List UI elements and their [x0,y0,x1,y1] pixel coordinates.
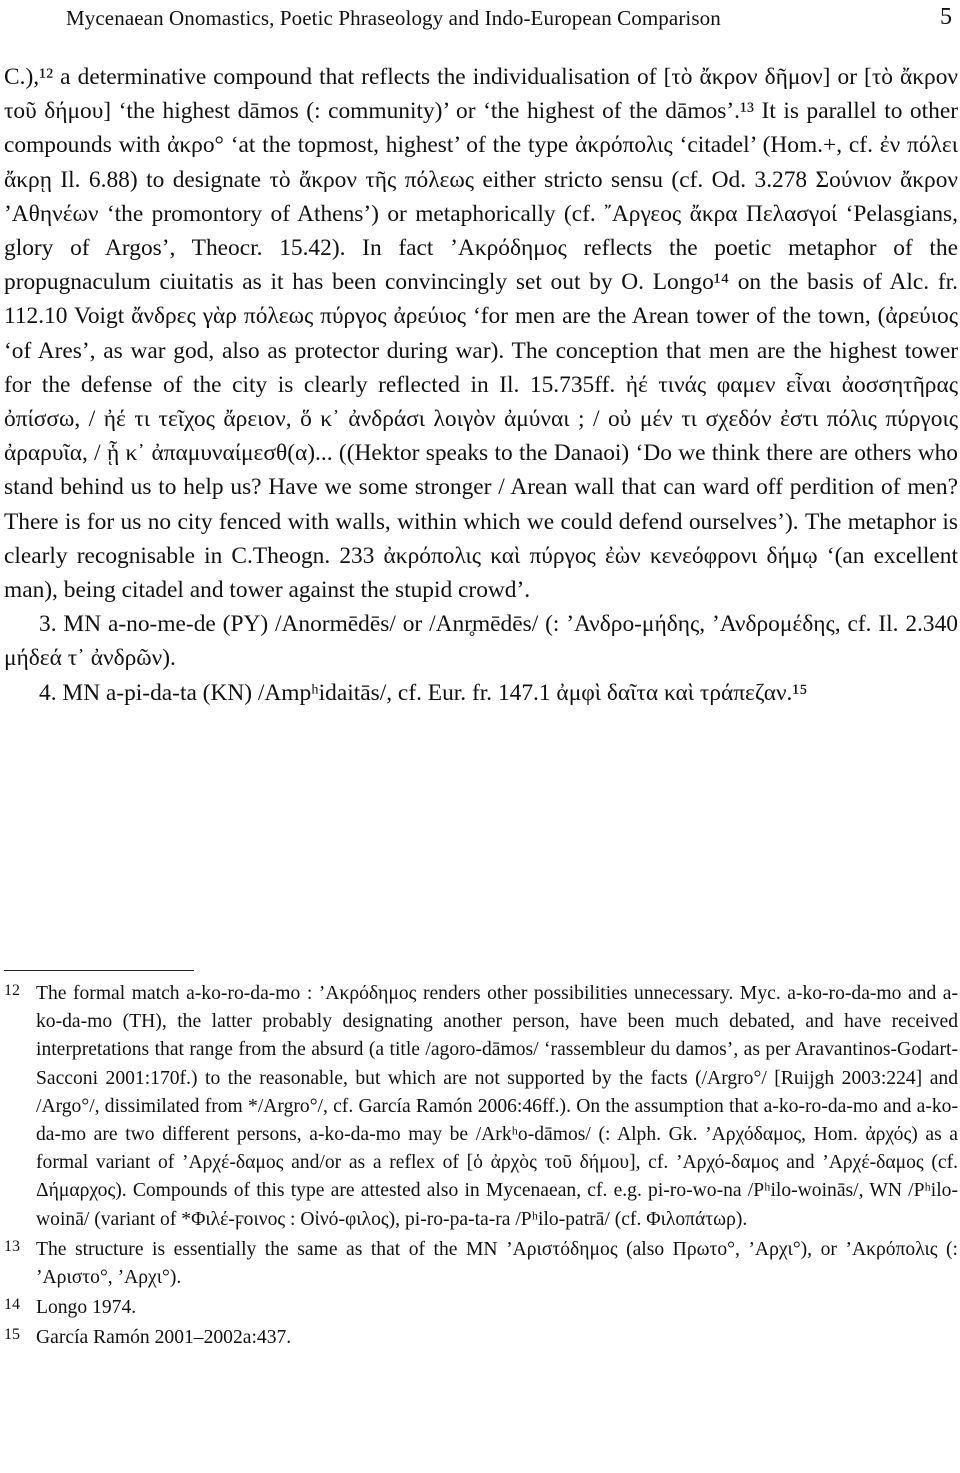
footnote-text: García Ramón 2001–2002a:437. [36,1327,292,1349]
page-number: 5 [940,4,952,30]
footnote-14 [4,1294,958,1322]
footnote-text: The structure is essentially the same as that of the MN ’Αριστόδημος (also Πρωτο°, ’Αρχι°), or ’Ακρόπολις (: ’Αριστο°, ’Αρχι°). [36,1238,958,1289]
footnote-number: 14 [4,1296,20,1314]
body-paragraph-3: 4. MN a-pi-da-ta (KN) /Ampʰidaitās/, cf. Eur. fr. 147.1 ἀμφὶ δαῖτα καὶ τράπεζαν.¹⁵ [39,679,808,706]
footnote-12 [4,980,958,1234]
running-header [66,4,952,36]
footnotes [4,980,958,1355]
running-title: Mycenaean Onomastics, Poetic Phraseology and Indo-European Comparison [66,6,721,30]
footnote-13 [4,1236,958,1292]
body-paragraph-2: 3. MN a-no-me-de (PY) /Anormēdēs/ or /Anr̥mēdēs/ (: ’Ανδρο-μήδης, ’Ανδρομέδης, cf. Il. 2.340 μήδεά τ᾽ ἀνδρῶν). [4,611,958,672]
main-text [4,60,958,710]
footnote-text: The formal match a-ko-ro-da-mo : ’Ακρόδημος renders other possibilities unnecessary. Myc. a-ko-ro-da-mo and a-ko-da-mo (TH), the latter probably designating another person, have been much debated, and have received interpretations that range from the absurd (a title /agoro-dāmos/ ‘rassembleur du damos’, as per Aravantinos-Godart-Sacconi 2001:170f.) to the reasonable, but which are not supported by the facts (/Argro°/ [Ruijgh 2003:224] and /Argo°/, dissimilated from */Argro°/, cf. García Ramón 2006:46ff.). On the assumption that a-ko-ro-da-mo and a-ko-da-mo are two different persons, a-ko-da-mo may be /Arkʰo-dāmos/ (: Alph. Gk. ’Αρχόδαμος, Hom. ἀρχός) as a formal variant of ’Αρχέ-δαμος and/or as a reflex of [ὁ ἀρχὸς τοῦ δήμου], cf. ’Αρχό-δαμος and ’Αρχέ-δαμος (cf. Δήμαρχος). Compounds of this type are attested also in Mycenaean, cf. e.g. pi-ro-wo-na /Pʰilo-woinās/, WN /Pʰilo-woinā/ (variant of *Φιλέ-ϝοινος : Οἰνό-φιλος), pi-ro-pa-ta-ra /Pʰilo-patrā/ (cf. Φιλοπάτωρ). [36,983,958,1230]
footnote-divider [4,970,194,971]
footnote-number: 13 [4,1237,20,1255]
footnote-number: 12 [4,982,20,999]
footnote-number: 15 [4,1326,20,1344]
body-paragraph-1: C.),¹² a determinative compound that reflects the individualisation of [τὸ ἄκρον δῆμον] or [τὸ ἄκρον τοῦ δήμου] ‘the highest dāmos (: community)’ or ‘the highest of the dāmos’.¹³ It is parallel to other compounds with ἀκρο° ‘at the topmost, highest’ of the type ἀκρόπολις ‘citadel’ (Hom.+, cf. ἐν πόλει ἄκρῃ Il. 6.88) to designate τὸ ἄκρον τῆς πόλεως either stricto sensu (cf. Od. 3.278 Σούνιον ἄκρον ’Αθηνέων ‘the promontory of Athens’) or metaphorically (cf. ῎Αργεος ἄκρα Πελασγοί ‘Pelasgians, glory of Argos’, Theocr. 15.42). In fact ’Ακρόδημος reflects the poetic metaphor of the propugnaculum ciuitatis as it has been convincingly set out by O. Longo¹⁴ on the basis of Alc. fr. 112.10 Voigt ἄνδρες γὰρ πόλεως πύργος ἀρεύιος ‘for men are the Arean tower of the town, (ἀρεύιος ‘of Ares’, as war god, also as protector during war). The conception that men are the highest tower for the defense of the city is clearly reflected in Il. 15.735ff. ἠέ τινάς φαμεν εἶναι ἀοσσητῆρας ὀπίσσω, / ἠέ τι τεῖχος ἄρειον, ὅ κ᾽ ἀνδράσι λοιγὸν ἀμύναι ; / οὐ μέν τι σχεδόν ἐστι πόλις πύργοις ἀραρυῖα, / ᾗ κ᾽ ἀπαμυναίμεσθ(α)... ((Hektor speaks to the Danaoi) ‘Do we think there are others who stand behind us to help us? Have we some stronger / Arean wall that can ward off perdition of men? There is for us no city fenced with walls, within which we could defend ourselves’). The metaphor is clearly recognisable in C.Theogn. 233 ἀκρόπολις καὶ πύργος ἐὼν κενεόφρονι δήμῳ ‘(an excellent man), being citadel and tower against the stupid crowd’. [4,64,958,604]
footnote-text: Longo 1974. [36,1297,137,1319]
footnote-15 [4,1324,958,1352]
